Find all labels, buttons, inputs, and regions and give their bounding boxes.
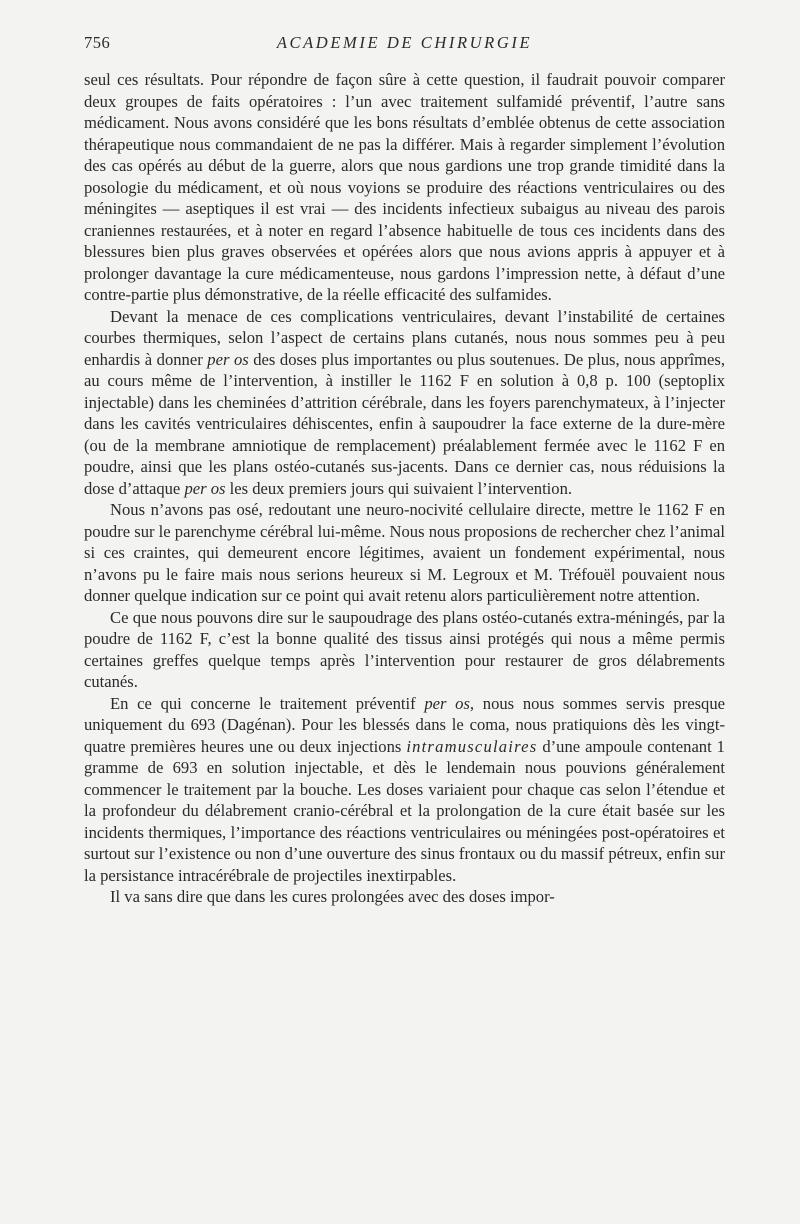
page-number: 756 bbox=[84, 33, 111, 52]
paragraph-5 bbox=[84, 693, 725, 887]
running-title: ACADEMIE DE CHIRURGIE bbox=[276, 33, 533, 52]
body-text bbox=[84, 69, 725, 908]
paragraph-5-italic-per-os: per os, bbox=[424, 693, 475, 713]
paragraph-2-part-2: des doses plus importantes ou plus soutenues. De plus, nous apprîmes, au cours même de l’intervention, à instiller le 1162 F en solution à 0,8 p. 100 (septoplix injectable) dans les cheminées d’attrition cérébrale, dans les foyers parenchymateux, à l’injecter dans les cavités ventriculaires déhiscentes, enfin à saupoudrer la face externe de la dure-mère (ou de la membrane amniotique de remplacement) préalablement fermée avec le 1162 F en poudre, ainsi que les plans ostéo-cutanés sus-jacents. Dans ce dernier cas, nous réduisions la dose d’attaque bbox=[84, 349, 725, 498]
paragraph-5-italic-intramusculaires: intramusculaires bbox=[406, 736, 538, 756]
paragraph-2-italic-per-os-1: per os bbox=[207, 349, 249, 369]
paragraph-5-part-3: d’une ampoule contenant 1 gramme de 693 en solution injectable, et dès le lendemain nous pouvions généralement commencer le traitement par la bouche. Les doses variaient pour chaque cas selon l’étendue et la profondeur du délabrement cranio-cérébral et la prolongation de la cure était basée sur les incidents thermiques, l’importance des réactions ventriculaires ou méningées post-opératoires et surtout sur l’existence ou non d’une ouverture des sinus frontaux ou du massif pétreux, enfin sur la persistance intracérébrale de projectiles inextirpables. bbox=[84, 736, 725, 885]
paragraph-1: seul ces résultats. Pour répondre de façon sûre à cette question, il faudrait pouvoir comparer deux groupes de faits opératoires : l’un avec traitement sulfamidé préventif, l’autre sans médicament. Nous avons considéré que les bons résultats d’emblée obtenus de cette association thérapeutique nous commandaient de ne pas la différer. Mais à regarder simplement l’évolution des cas opérés au début de la guerre, alors que nous gardions une trop grande timidité dans la posologie du médicament, et où nous voyions se produire des réactions ventriculaires ou des méningites — aseptiques il est vrai — des incidents infectieux subaigus au niveau des parois craniennes restaurées, et à noter en regard l’absence habituelle de tous ces incidents dans des blessures bien plus graves observées et opérées alors que nous avions appris à appuyer et à prolonger davantage la cure médicamenteuse, nous gardons l’impression nette, à défaut d’une contre-partie plus démonstrative, de la réelle efficacité des sulfamides. bbox=[84, 70, 725, 304]
paragraph-6: Il va sans dire que dans les cures prolongées avec des doses impor- bbox=[110, 887, 555, 906]
paragraph-2 bbox=[84, 306, 725, 500]
paragraph-3: Nous n’avons pas osé, redoutant une neuro-nocivité cellulaire directe, mettre le 1162 F en poudre sur le parenchyme cérébral lui-même. Nous nous proposions de rechercher chez l’animal si ces craintes, qui demeurent encore légitimes, avaient un fondement expérimental, nous n’avons pu le faire mais nous serions heureux si M. Legroux et M. Tréfouël pouvaient nous donner quelque indication sur ce point qui avait retenu alors particulièrement notre attention. bbox=[84, 500, 725, 605]
paragraph-2-italic-per-os-2: per os bbox=[184, 478, 226, 498]
paragraph-5-part-1: En ce qui concerne le traitement préventif bbox=[110, 693, 425, 713]
paragraph-2-part-1: Devant la menace de ces complications ventriculaires, devant l’instabilité de certaines courbes thermiques, selon l’aspect de certains plans cutanés, nous nous sommes peu à peu enhardis à donner bbox=[84, 306, 725, 369]
paragraph-4: Ce que nous pouvons dire sur le saupoudrage des plans ostéo-cutanés extra-méningés, par la poudre de 1162 F, c’est la bonne qualité des tissus ainsi protégés qui nous a même permis certaines greffes quelque temps après l’intervention pour restaurer de gros délabrements cutanés. bbox=[84, 607, 725, 691]
page-header bbox=[84, 33, 725, 57]
paragraph-5-part-2: nous nous sommes servis presque uniquement du 693 (Dagénan). Pour les blessés dans le coma, nous pratiquions dès les vingt-quatre premières heures une ou deux injections bbox=[84, 693, 725, 756]
paragraph-2-part-3: les deux premiers jours qui suivaient l’intervention. bbox=[225, 478, 573, 498]
